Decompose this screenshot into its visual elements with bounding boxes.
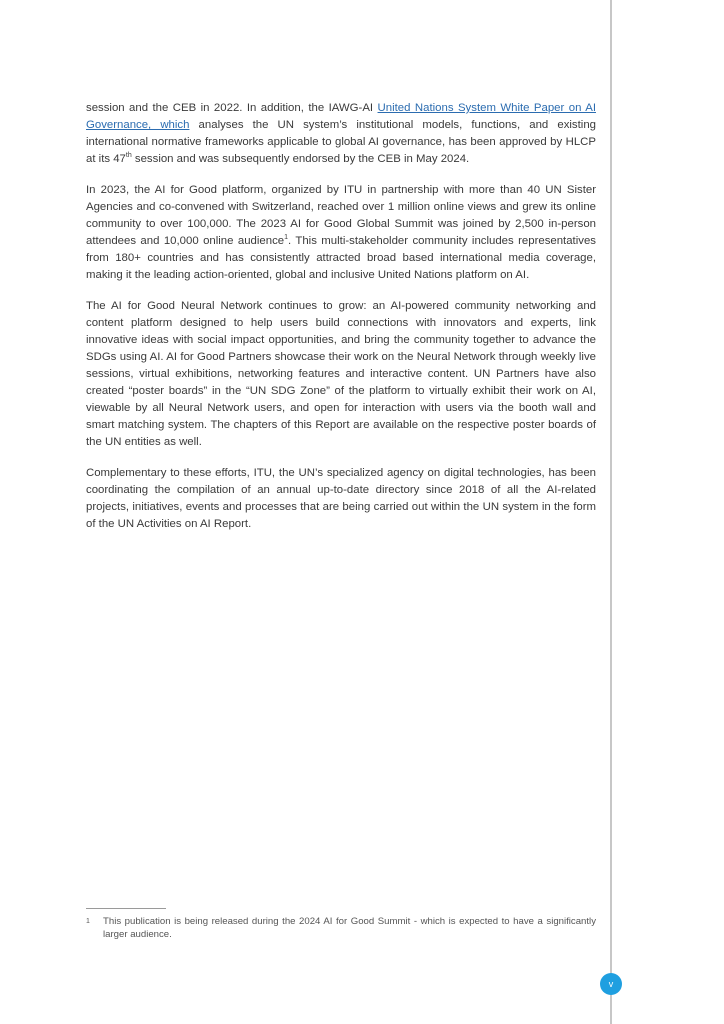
paragraph-itu-report: Complementary to these efforts, ITU, the UN’s specialized agency on digital technologies, has been coordinating the compilation of an annual up-to-date directory since 2018 of all the AI-related projects, initiatives, events and processes that are being carried out within the UN system in the form of the UN Activities on AI Report. [86,467,596,530]
footnote-reference[interactable]: 1 [284,234,289,242]
p2-text-end: . This multi-stakeholder community includes representatives from 180+ countries and has consistently attracted broad based international media coverage, making it the leading action-oriented, global and inclusive United Nations platform on AI. [86,235,596,281]
footnote-number: 1 [86,918,90,925]
page-right-border [610,0,612,1024]
p2-text-start: In 2023, the AI for Good platform, organized by ITU in partnership with more than 40 UN Sister Agencies and co-convened with Switzerland, reached over 1 million online views and grew its online community to over 100,000. The 2023 AI for Good Global Summit was joined by 2,500 in-person attendees and 10,000 online audience [86,184,596,247]
paragraph-white-paper [86,100,596,168]
paragraph-ai-for-good-platform [86,182,596,284]
footnote [86,915,596,941]
body-text [86,100,596,547]
p1-text-middle: analyses the UN system’s institutional models, functions, and existing international normative frameworks applicable to global AI governance, has been approved by HLCP at its 47 [86,119,596,165]
p1-text-end: session and was subsequently endorsed by the CEB in May 2024. [131,153,470,165]
footnote-divider [86,908,166,909]
footnote-text: This publication is being released during the 2024 AI for Good Summit - which is expected to have a significantly larger audience. [103,916,596,940]
paragraph-neural-network: The AI for Good Neural Network continues to grow: an AI-powered community networking and content platform designed to help users build connections with innovators and experts, link innovative ideas with social impact opportunities, and bring the community together to advance the SDGs using AI. AI for Good Partners showcase their work on the Neural Network through weekly live sessions, virtual exhibitions, networking features and interactive content. UN Partners have also created “poster boards” in the “UN SDG Zone” of the platform to virtually exhibit their work on AI, viewable by all Neural Network users, and open for interaction with users via the booth wall and smart matching system. The chapters of this Report are available on the respective poster boards of the UN entities as well. [86,300,596,448]
page-number-badge: v [600,973,622,995]
p1-ordinal-suffix: th [125,152,132,160]
white-paper-link[interactable]: United Nations System White Paper on AI Governance, which [86,102,596,131]
p1-text-start: session and the CEB in 2022. In addition, the IAWG-AI [86,102,378,114]
